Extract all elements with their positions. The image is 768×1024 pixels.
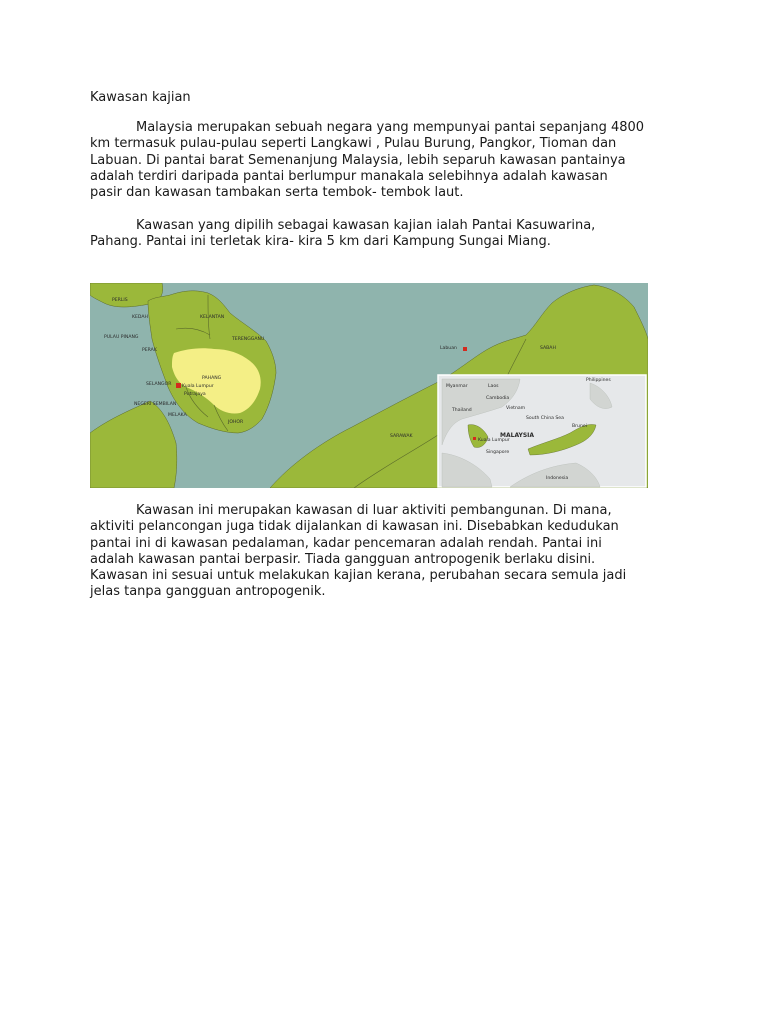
label-terengganu: TERENGGANU xyxy=(232,337,265,342)
label-melaka: MELAKA xyxy=(168,413,187,418)
inset-label-singapore: Singapore xyxy=(486,450,510,455)
inset-label-cambodia: Cambodia xyxy=(486,396,510,401)
label-perak: PERAK xyxy=(142,348,157,353)
inset-label-brunei: Brunei xyxy=(572,424,587,429)
label-pahang: PAHANG xyxy=(202,376,222,381)
label-sarawak: SARAWAK xyxy=(390,434,413,439)
inset-label-kuala-lumpur: Kuala Lumpur xyxy=(478,438,510,443)
section-heading: Kawasan kajian xyxy=(90,90,191,105)
label-putrajaya: Putrajaya xyxy=(184,392,206,397)
inset-label-myanmar: Myanmar xyxy=(446,384,468,389)
paragraph-line: pasir dan kawasan tambakan serta tembok- tembok laut. xyxy=(90,185,464,201)
malaysia-map-figure xyxy=(90,283,648,488)
label-negeri-sembilan: NEGERI SEMBILAN xyxy=(134,402,177,407)
label-johor: JOHOR xyxy=(228,420,244,425)
paragraph-line: Labuan. Di pantai barat Semenanjung Malaysia, lebih separuh kawasan pantainya xyxy=(90,152,626,168)
inset-label-philippines: Philippines xyxy=(586,378,611,383)
label-kedah: KEDAH xyxy=(132,315,148,320)
inset-label-malaysia: MALAYSIA xyxy=(500,432,535,439)
inset-map xyxy=(438,375,646,487)
paragraph-line: Kawasan yang dipilih sebagai kawasan kajian ialah Pantai Kasuwarina, xyxy=(136,218,596,233)
inset-label-vietnam: Vietnam xyxy=(506,406,526,411)
paragraph-study-area xyxy=(90,218,690,251)
inset-label-indonesia: Indonesia xyxy=(546,476,569,481)
paragraph-line: Pahang. Pantai ini terletak kira- kira 5 km dari Kampung Sungai Miang. xyxy=(90,234,551,250)
label-sabah: SABAH xyxy=(540,346,556,351)
inset-label-laos: Laos xyxy=(488,384,499,389)
label-perlis: PERLIS xyxy=(112,298,128,303)
label-kelantan: KELANTAN xyxy=(200,315,225,320)
paragraph-line: pantai ini di kawasan pedalaman, kadar pencemaran adalah rendah. Pantai ini xyxy=(90,535,602,551)
paragraph-site-description xyxy=(90,503,690,601)
paragraph-line: aktiviti pelancongan juga tidak dijalankan di kawasan ini. Disebabkan kedudukan xyxy=(90,519,619,535)
paragraph-line: Kawasan ini merupakan kawasan di luar aktiviti pembangunan. Di mana, xyxy=(136,503,612,518)
label-penang: PULAU PINANG xyxy=(104,335,139,340)
paragraph-line: jelas tanpa gangguan antropogenik. xyxy=(90,584,326,600)
paragraph-line: km termasuk pulau-pulau seperti Langkawi , Pulau Burung, Pangkor, Tioman dan xyxy=(90,136,617,152)
paragraph-line: Malaysia merupakan sebuah negara yang mempunyai pantai sepanjang 4800 xyxy=(136,120,645,135)
kuala-lumpur-marker xyxy=(176,383,181,388)
label-labuan: Labuan xyxy=(440,346,457,351)
label-kuala-lumpur: Kuala Lumpur xyxy=(182,384,214,389)
paragraph-line: Kawasan ini sesuai untuk melakukan kajian kerana, perubahan secara semula jadi xyxy=(90,568,627,584)
malaysia-map xyxy=(90,283,648,488)
paragraph-line: adalah terdiri daripada pantai berlumpur manakala selebihnya adalah kawasan xyxy=(90,168,608,184)
paragraph-line: adalah kawasan pantai berpasir. Tiada gangguan antropogenik berlaku disini. xyxy=(90,551,596,567)
inset-label-thailand: Thailand xyxy=(452,408,472,413)
paragraph-coastline-overview xyxy=(90,120,690,201)
labuan-marker xyxy=(463,347,467,351)
inset-label-south-china-sea: South China Sea xyxy=(526,416,564,421)
inset-kuala-lumpur-marker xyxy=(473,437,476,440)
label-selangor: SELANGOR xyxy=(146,382,172,387)
